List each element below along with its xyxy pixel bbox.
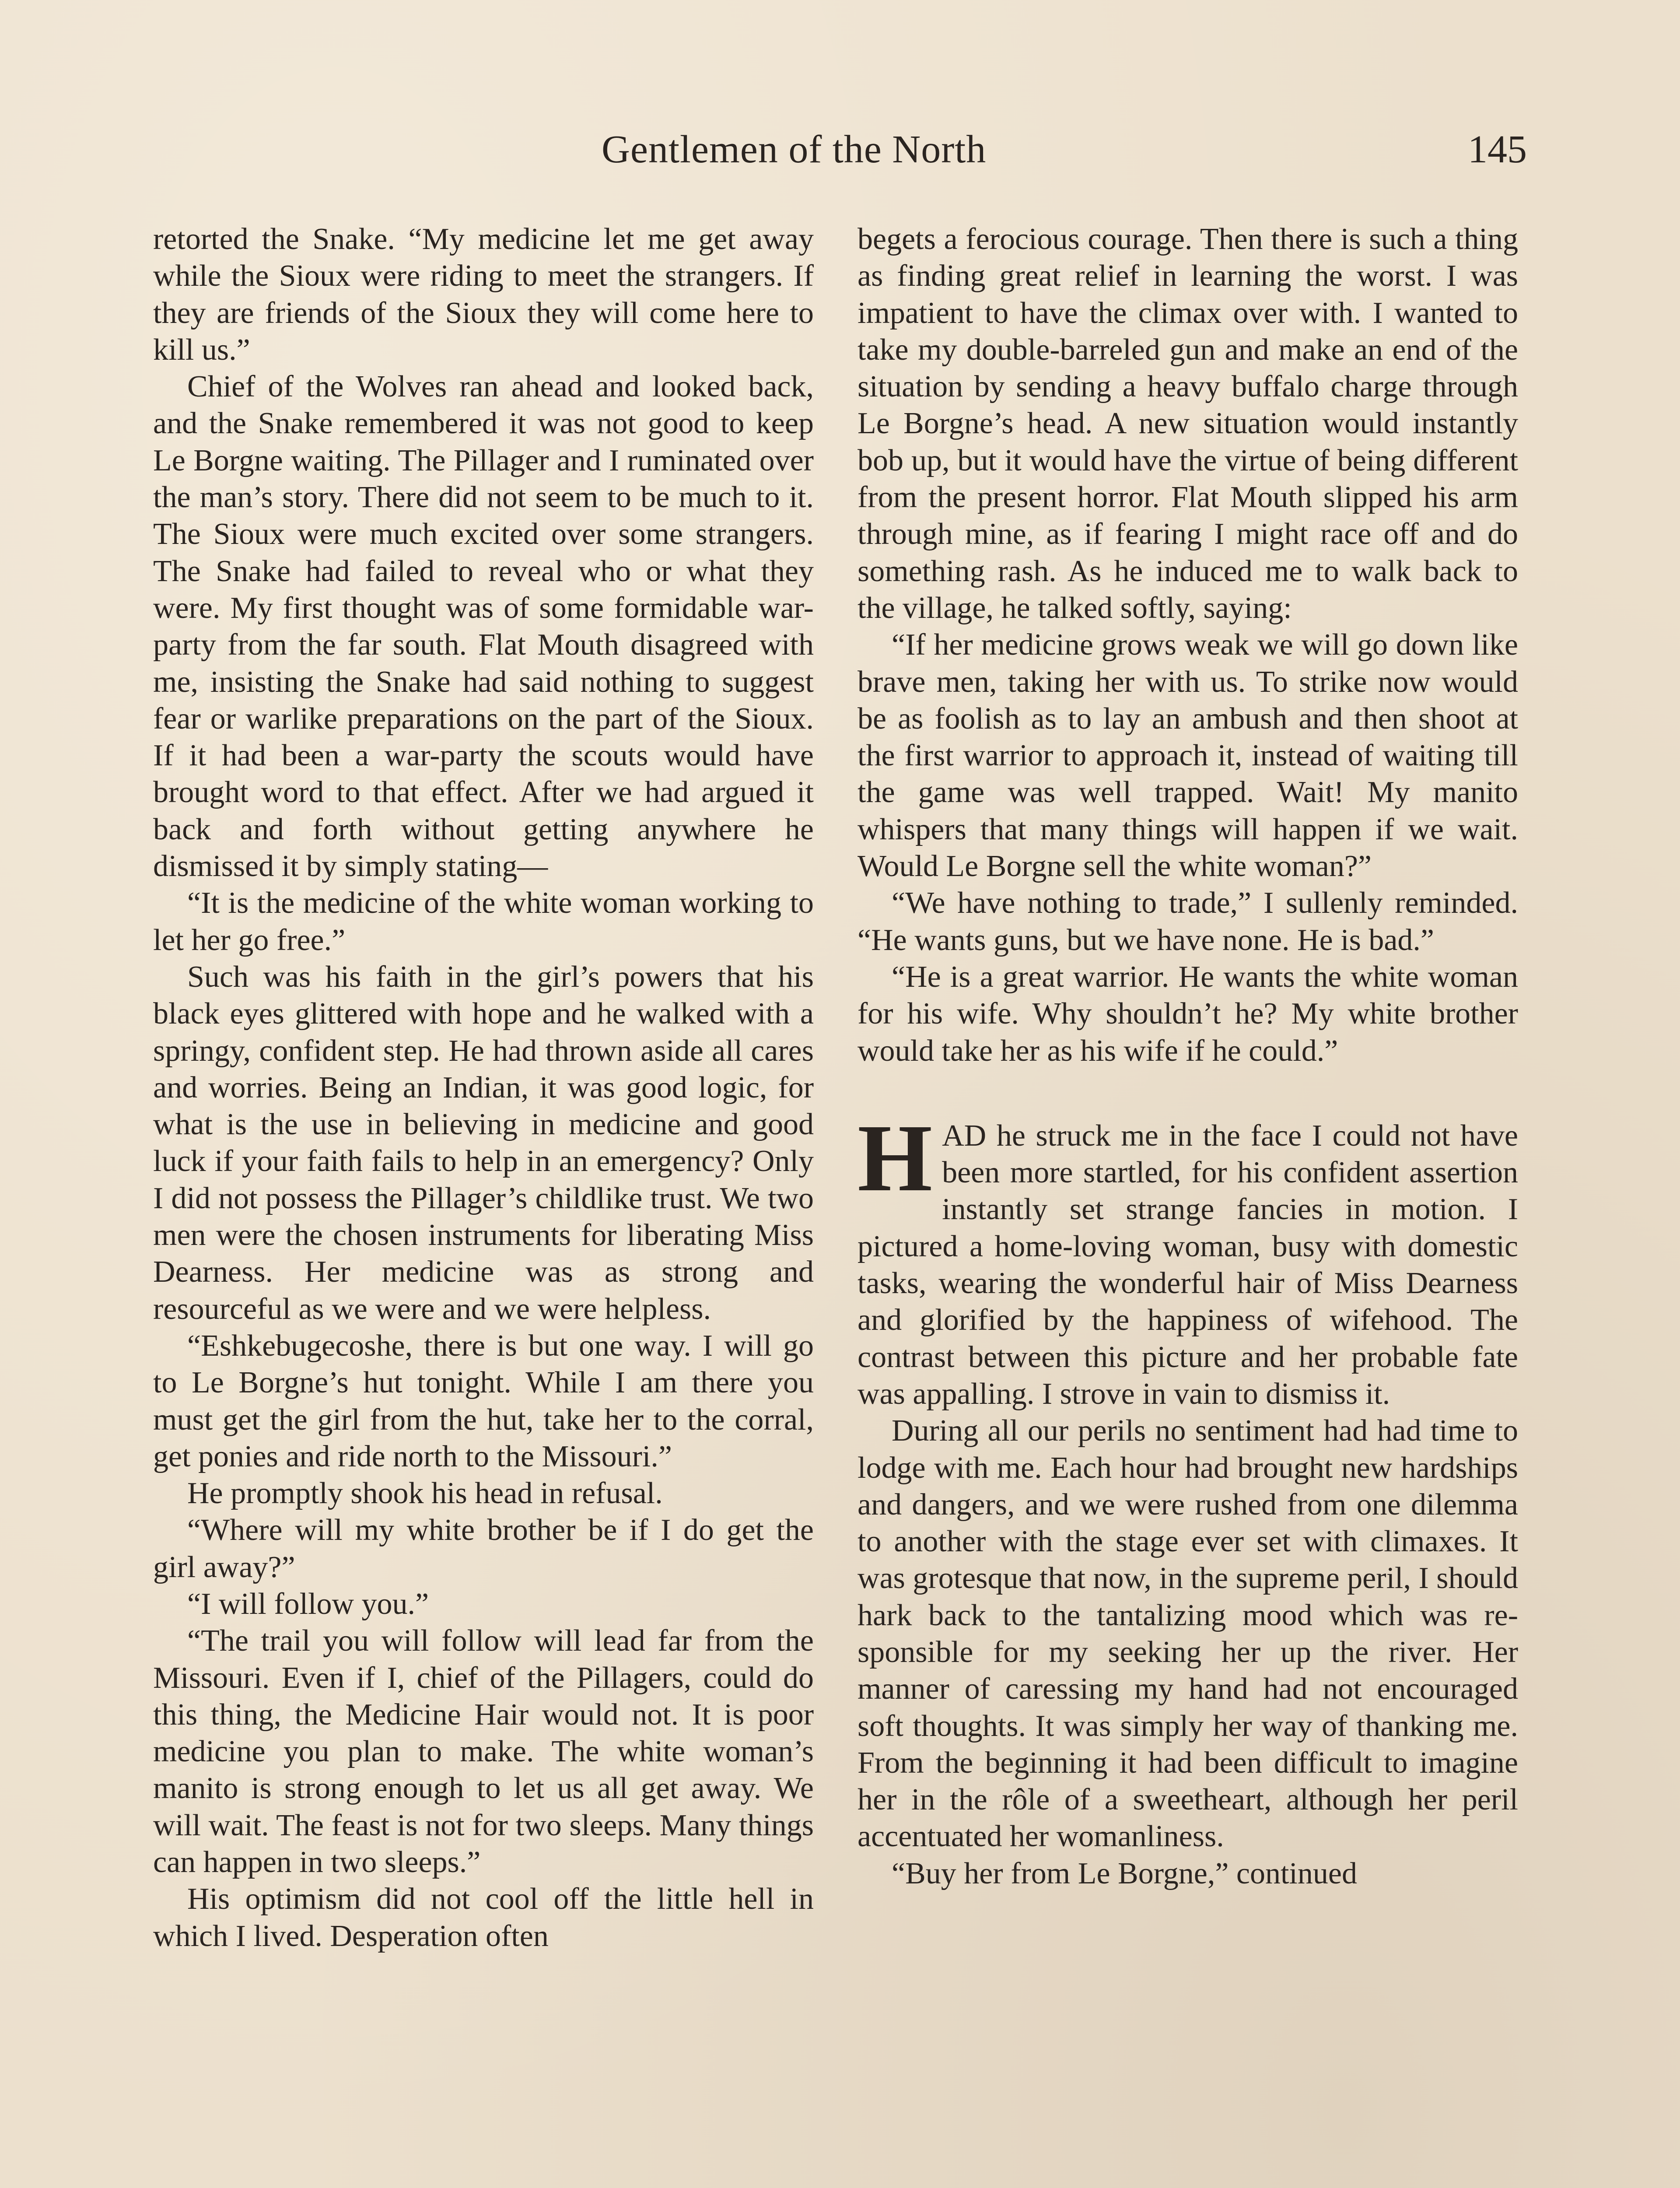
running-title: Gentlemen of the North xyxy=(602,128,987,171)
paragraph: Such was his faith in the girl’s powers that his black eyes glittered with hope and he walked with a springy, confident step. He had thrown aside all cares and worries. Being an Indian, it was good logic, for what is the use in believing in medicine and good luck if your faith fails to help in an emergency? Only I did not possess the Pillager’s childlike trust. We two men were the chosen instruments for liberating Miss Dearness. Her medicine was as strong and resourceful as we were and we were helpless. xyxy=(153,960,814,1326)
paragraph: His optimism did not cool off the little hell in which I lived. Desperation often xyxy=(153,1882,814,1953)
paragraph: “We have nothing to trade,” I sullenly reminded. “He wants guns, but we have none. He is bad.” xyxy=(858,886,1518,957)
paragraph: “I will follow you.” xyxy=(187,1587,429,1621)
page-number: 145 xyxy=(1468,128,1527,171)
paragraph: “Where will my white brother be if I do get the girl away?” xyxy=(153,1513,814,1584)
paragraph: “Eshkebugecoshe, there is but one way. I will go to Le Borgne’s hut tonight. While I am there you must get the girl from the hut, take her to the corral, get ponies and ride north to the Missouri.” xyxy=(153,1329,814,1473)
section-opening-text: AD he struck me in the face I could not have been more startled, for his confident assertion instantly set strange fancies in motion. I pictured a home-loving woman, busy with domestic tasks, wearing the wonderful hair of Miss Dearness and glorified by the happiness of wifehood. The contrast between this picture and her probable fate was appalling. I strove in vain to dismiss it. xyxy=(858,1119,1518,1411)
paragraph: Chief of the Wolves ran ahead and looked back, and the Snake remembered it was not good to keep Le Borgne waiting. The Pillager and I ruminated over the man’s story. There did not seem to be much to it. The Sioux were much excited over some strangers. The Snake had failed to reveal who or what they were. My first thought was of some formidable war-party from the far south. Flat Mouth disagreed with me, insisting the Snake had said nothing to suggest fear or warlike preparations on the part of the Sioux. If it had been a war-party the scouts would have brought word to that effect. After we had argued it back and forth without getting anywhere he dismissed it by simply stating— xyxy=(153,370,814,884)
paragraph: “If her medicine grows weak we will go down like brave men, taking her with us. To strike now would be as foolish as to lay an ambush and then shoot at the first warrior to approach it, instead of waiting till the game was well trapped. Wait! My manito whispers that many things will happen if we wait. Would Le Borgne sell the white woman?” xyxy=(858,628,1518,884)
right-column xyxy=(858,221,1518,1892)
paragraph: He promptly shook his head in refusal. xyxy=(187,1476,663,1511)
paragraph: retorted the Snake. “My medicine let me get away while the Sioux were riding to meet the strangers. If they are friends of the Sioux they will come here to kill us.” xyxy=(153,222,814,367)
section-opening-paragraph xyxy=(858,1104,1518,1413)
paragraph: “The trail you will follow will lead far from the Missouri. Even if I, chief of the Pillagers, could do this thing, the Medicine Hair would not. It is poor medicine you plan to make. The white woman’s manito is strong enough to let us all get away. We will wait. The feast is not for two sleeps. Many things can happen in two sleeps.” xyxy=(153,1624,814,1879)
running-header xyxy=(153,127,1527,193)
paragraph: begets a ferocious courage. Then there is such a thing as finding great relief in learning the worst. I was impatient to have the climax over with. I wanted to take my double-barreled gun and make an end of the situation by sending a heavy buffalo charge through Le Borgne’s head. A new situation would instantly bob up, but it would have the virtue of being different from the present horror. Flat Mouth slipped his arm through mine, as if fearing I might race off and do something rash. As he induced me to walk back to the village, he talked softly, saying: xyxy=(858,222,1518,625)
left-column xyxy=(153,221,814,1955)
drop-cap: H xyxy=(858,1104,933,1211)
paragraph: “It is the medicine of the white woman working to let her go free.” xyxy=(153,886,814,957)
paragraph: “Buy her from Le Borgne,” continued xyxy=(892,1856,1357,1890)
paragraph: “He is a great warrior. He wants the white woman for his wife. Why shouldn’t he? My white brother would take her as his wife if he could.” xyxy=(858,960,1518,1068)
paragraph: During all our perils no sentiment had had time to lodge with me. Each hour had brought new hardships and dangers, and we were rushed from one dilemma to another with the stage ever set with climaxes. It was grotesque that now, in the supreme peril, I should hark back to the tantalizing mood which was responsible for my seeking her up the river. Her manner of caressing my hand had not encouraged soft thoughts. It was simply her way of thanking me. From the beginning it had been difficult to imagine her in the rôle of a sweetheart, although her peril accentuated her womanliness. xyxy=(858,1414,1518,1854)
